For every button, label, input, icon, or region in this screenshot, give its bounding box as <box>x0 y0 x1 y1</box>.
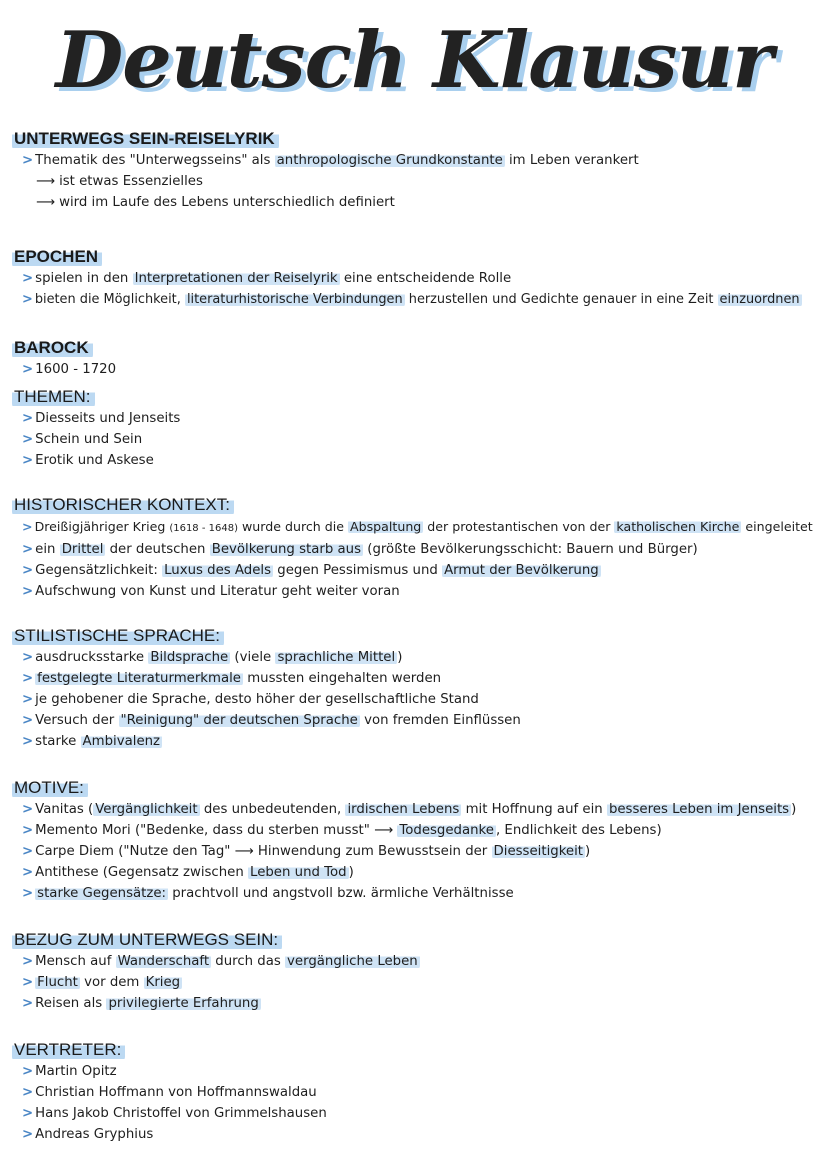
heading-motive: MOTIVE: <box>12 777 88 799</box>
list-item: > Thematik des "Unterwegsseins" als anthropologische Grundkonstante im Leben verankert <box>22 153 639 168</box>
section-vertreter <box>14 1039 327 1145</box>
list-item: > je gehobener die Sprache, desto höher der gesellschaftliche Stand <box>22 692 479 707</box>
list-item: > ein Drittel der deutschen Bevölkerung starb aus (größte Bevölkerungsschicht: Bauern und Bürger) <box>22 542 698 557</box>
section-motive <box>14 777 796 904</box>
list-item: > ausdrucksstarke Bildsprache (viele sprachliche Mittel ) <box>22 650 403 665</box>
list-item: > Mensch auf Wanderschaft durch das vergängliche Leben <box>22 954 418 969</box>
heading-vertreter: VERTRETER: <box>12 1039 125 1061</box>
list-item: > festgelegte Literaturmerkmale mussten eingehalten werden <box>22 671 442 686</box>
list-subitem: ⟶ wird im Laufe des Lebens unterschiedlich definiert <box>36 195 395 210</box>
section-unterwegs <box>14 128 639 213</box>
section-barock <box>14 337 116 380</box>
list-item: > Flucht vor dem Krieg <box>22 975 181 990</box>
page-title: Deutsch Klausur <box>55 15 773 106</box>
list-item: > Dreißigjähriger Krieg (1618 - 1648) wurde durch die Abspaltung der protestantischen von der katholischen Kirche eingeleitet <box>22 519 813 534</box>
heading-unterwegs: UNTERWEGS SEIN-REISELYRIK <box>12 128 279 150</box>
heading-epochen: EPOCHEN <box>12 246 102 268</box>
list-item: > Antithese (Gegensatz zwischen Leben und Tod ) <box>22 865 354 880</box>
list-item: > Reisen als privilegierte Erfahrung <box>22 996 259 1011</box>
list-item: > Aufschwung von Kunst und Literatur geht weiter voran <box>22 584 400 599</box>
list-item: > spielen in den Interpretationen der Reiselyrik eine entscheidende Rolle <box>22 271 512 286</box>
heading-kontext: HISTORISCHER KONTEXT: <box>12 494 234 516</box>
section-epochen <box>14 246 802 310</box>
section-themen <box>14 386 180 471</box>
title-banner <box>0 6 828 126</box>
list-item: > bieten die Möglichkeit, literaturhistorische Verbindungen herzustellen und Gedichte genauer in eine Zeit einzuordnen <box>22 292 800 307</box>
arrow-icon: ⟶ <box>36 174 56 189</box>
list-item: > Hans Jakob Christoffel von Grimmelshausen <box>22 1106 327 1121</box>
list-item: > 1600 - 1720 <box>22 362 117 377</box>
section-stil <box>14 625 521 752</box>
list-subitem: ⟶ ist etwas Essenzielles <box>36 174 203 189</box>
arrow-icon: ⟶ <box>374 823 394 838</box>
section-bezug <box>14 929 420 1014</box>
list-item: > Schein und Sein <box>22 432 143 447</box>
list-item: > Gegensätzlichkeit: Luxus des Adels gegen Pessimismus und Armut der Bevölkerung <box>22 563 599 578</box>
list-item: > Versuch der "Reinigung" der deutschen Sprache von fremden Einflüssen <box>22 713 521 728</box>
arrow-icon: ⟶ <box>36 195 56 210</box>
heading-themen: THEMEN: <box>12 386 95 408</box>
list-item: > starke Ambivalenz <box>22 734 161 749</box>
list-item: > Diesseits und Jenseits <box>22 411 181 426</box>
heading-stil: STILISTISCHE SPRACHE: <box>12 625 224 647</box>
list-item: > Christian Hoffmann von Hoffmannswaldau <box>22 1085 317 1100</box>
list-item: > starke Gegensätze: prachtvoll und angstvoll bzw. ärmliche Verhältnisse <box>22 886 514 901</box>
list-item: > Carpe Diem ("Nutze den Tag" ⟶ Hinwendung zum Bewusstsein der Diesseitigkeit ) <box>22 844 591 859</box>
section-kontext <box>14 494 813 602</box>
bullet-marker: > <box>22 153 34 168</box>
list-item: > Memento Mori ("Bedenke, dass du sterben musst" ⟶ Todesgedanke , Endlichkeit des Lebens) <box>22 823 662 838</box>
heading-bezug: BEZUG ZUM UNTERWEGS SEIN: <box>12 929 282 951</box>
heading-barock: BAROCK <box>12 337 93 359</box>
list-item: > Erotik und Askese <box>22 453 154 468</box>
list-item: > Martin Opitz <box>22 1064 117 1079</box>
arrow-icon: ⟶ <box>234 844 254 859</box>
list-item: > Vanitas ( Vergänglichkeit des unbedeutenden, irdischen Lebens mit Hoffnung auf ein besseres Leben im Jenseits ) <box>22 802 797 817</box>
list-item: > Andreas Gryphius <box>22 1127 154 1142</box>
